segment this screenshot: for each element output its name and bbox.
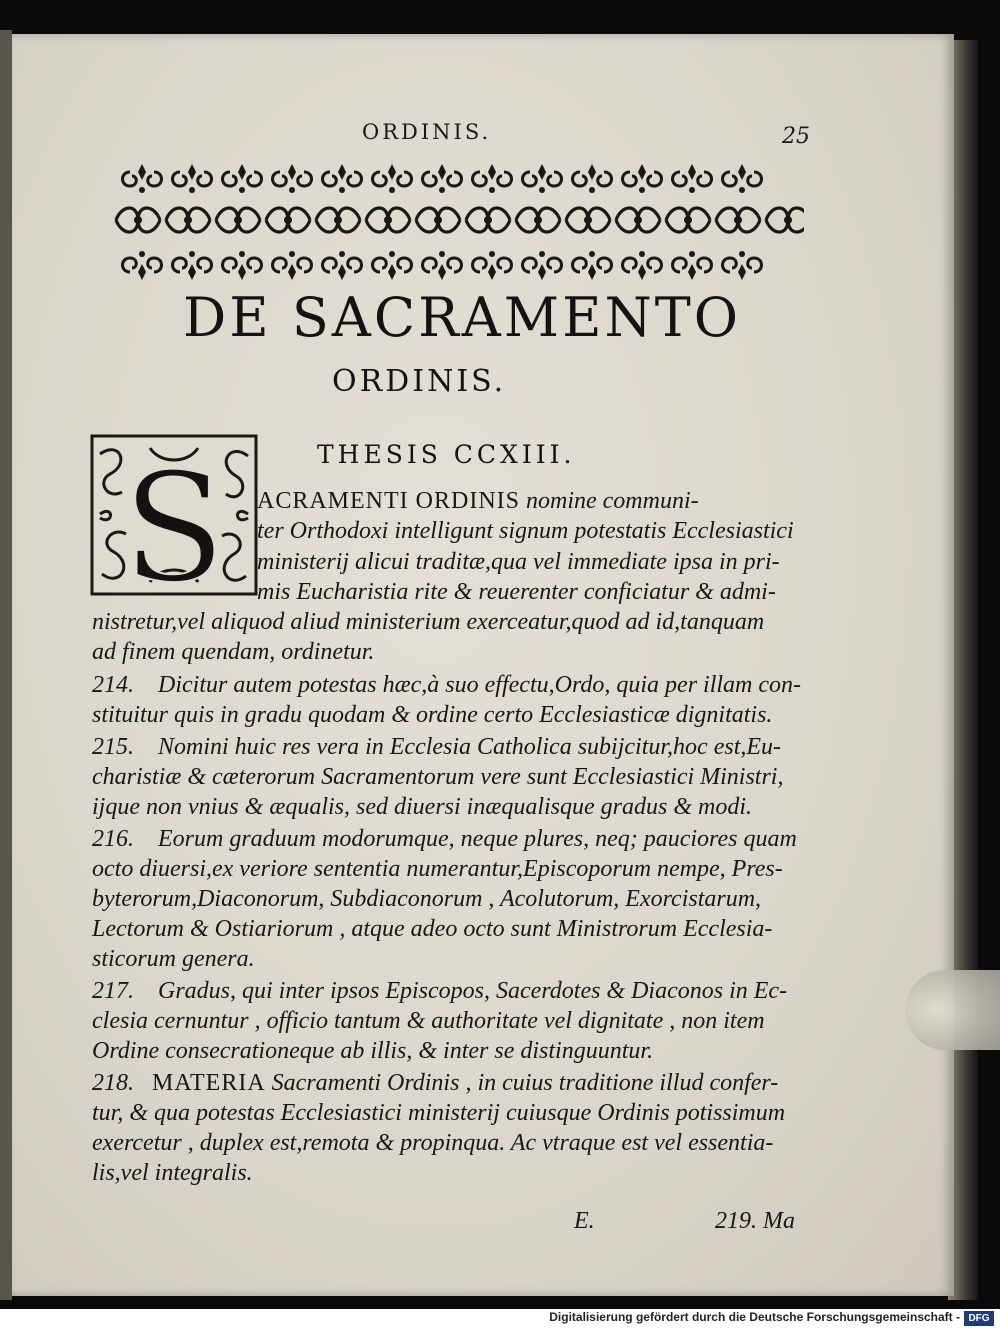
text-line: sticorum genera. <box>92 946 255 972</box>
catchword: 219. Ma <box>715 1208 795 1234</box>
book-page <box>12 34 954 1296</box>
text-line <box>92 1068 778 1098</box>
text-line: 214. Dicitur autem potestas hæc,à suo effectu,Ordo, quia per illam con- <box>92 672 802 698</box>
text-line: Lectorum & Ostiariorum , atque adeo octo sunt Ministrorum Ecclesia- <box>92 916 773 942</box>
text-line <box>257 486 699 516</box>
text-line: octo diuersi,ex veriore sententia numerantur,Episcoporum nempe, Pres- <box>92 856 783 882</box>
footer-credit: Digitalisierung gefördert durch die Deutsche Forschungsgemeinschaft - <box>549 1310 960 1324</box>
text-line: tur, & qua potestas Ecclesiastici ministerij cuiusque Ordinis potissimum <box>92 1100 786 1126</box>
decorated-initial-s <box>90 434 258 596</box>
text-line: stituitur quis in gradu quodam & ordine certo Ecclesiasticæ dignitatis. <box>92 702 773 728</box>
text-line: ministerij alicui traditæ,qua vel immediate ipsa in pri- <box>257 549 780 575</box>
text-line: exercetur , duplex est,remota & propinqua. Ac vtraque est vel essentia- <box>92 1130 774 1156</box>
chapter-subtitle: ORDINIS. <box>332 364 507 399</box>
opening-caps: ACRAMENTI ORDINIS <box>257 488 520 514</box>
paper-tab <box>905 970 1000 1050</box>
text-line: ijque non vnius & æqualis, sed diuersi inæqualisque gradus & modi. <box>92 794 753 820</box>
text-line: nistretur,vel aliquod aliud ministerium exerceatur,quod ad id,tanquam <box>92 609 765 635</box>
initial-letter: S <box>122 442 226 596</box>
page-number: 25 <box>782 124 810 149</box>
text-run: nomine communi- <box>520 488 699 514</box>
text-line: 215. Nomini huic res vera in Ecclesia Catholica subijcitur,hoc est,Eu- <box>92 734 782 760</box>
thesis-number: 218. <box>92 1070 152 1096</box>
text-line: lis,vel integralis. <box>92 1160 253 1186</box>
chapter-title: DE SACRAMENTO <box>182 286 742 349</box>
ornamental-headpiece <box>104 156 804 288</box>
text-line: ad finem quendam, ordinetur. <box>92 639 375 665</box>
text-line: mis Eucharistia rite & reuerenter conficiatur & admi- <box>257 579 776 605</box>
text-run: Sacramenti Ordinis , in cuius traditione illud confer- <box>265 1070 779 1096</box>
caps-word: MATERIA <box>152 1070 266 1096</box>
page-edge <box>0 30 12 1300</box>
dfg-logo: DFG <box>964 1311 994 1326</box>
text-line: 217. Gradus, qui inter ipsos Episcopos, Sacerdotes & Diaconos in Ec- <box>92 978 788 1004</box>
signature-mark: E. <box>574 1208 595 1234</box>
text-line: byterorum,Diaconorum, Subdiaconorum , Acolutorum, Exorcistarum, <box>92 886 762 912</box>
text-line: 216. Eorum graduum modorumque, neque plures, neq; pauciores quam <box>92 826 797 852</box>
text-line: ter Orthodoxi intelligunt signum potestatis Ecclesiastici <box>257 518 794 544</box>
text-line: charistiæ & cæterorum Sacramentorum vere sunt Ecclesiastici Ministri, <box>92 764 784 790</box>
running-head: ORDINIS. <box>362 120 492 144</box>
text-line: Ordine consecrationeque ab illis, & inter se distinguuntur. <box>92 1038 654 1064</box>
thesis-heading: THESIS CCXIII. <box>317 440 576 469</box>
text-line: clesia cernuntur , officio tantum & authoritate vel dignitate , non item <box>92 1008 765 1034</box>
